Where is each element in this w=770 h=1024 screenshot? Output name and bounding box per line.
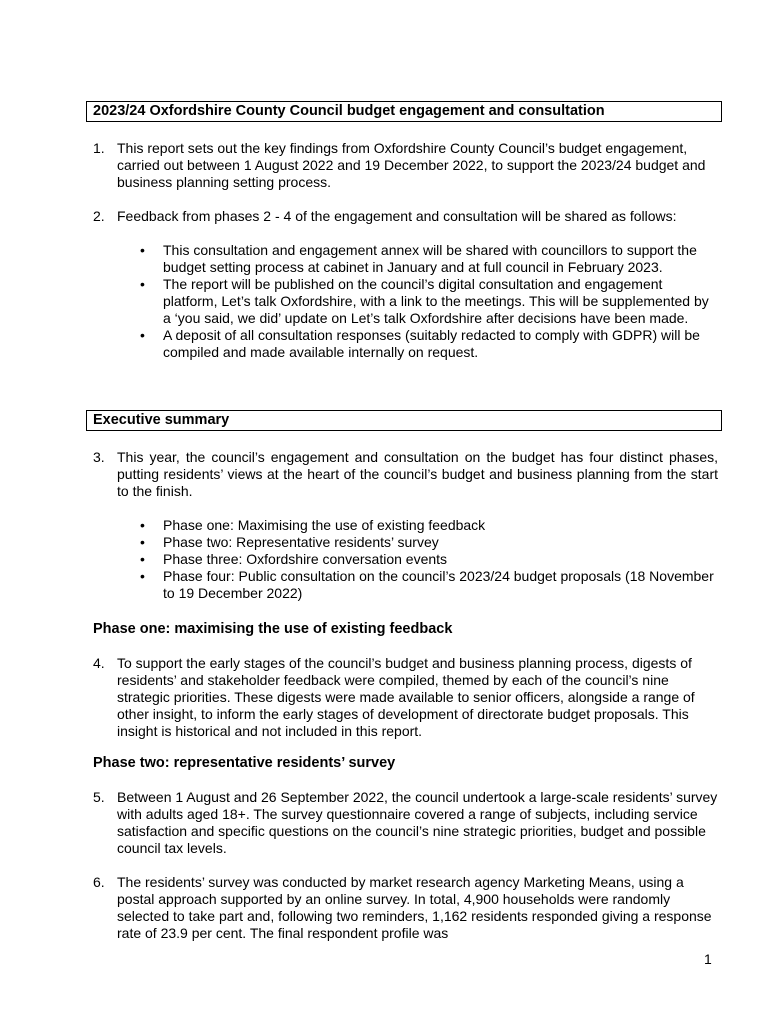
title-box: 2023/24 Oxfordshire County Council budget engagement and consultation — [86, 101, 722, 122]
list-item: • Phase four: Public consultation on the council’s 2023/24 budget proposals (18 November to 19 December 2022) — [136, 568, 716, 602]
paragraph-5 — [93, 789, 718, 857]
list-item: • The report will be published on the council’s digital consultation and engagement platform, Let’s talk Oxfordshire, with a link to the meetings. This will be supplemented by a ‘you said, we did’ update on Let’s talk Oxfordshire after decisions have been made. — [136, 276, 716, 327]
phases-list — [136, 517, 716, 602]
paragraph-text: This year, the council’s engagement and consultation on the budget has four distinct phases, putting residents’ views at the heart of the council’s budget and business planning from the start to the finish. — [117, 449, 718, 499]
page-number: 1 — [704, 951, 712, 967]
paragraph-text: Feedback from phases 2 - 4 of the engagement and consultation will be shared as follows: — [117, 208, 677, 224]
list-item: • A deposit of all consultation responses (suitably redacted to comply with GDPR) will be compiled and made available internally on request. — [136, 327, 716, 361]
paragraph-text: Between 1 August and 26 September 2022, the council undertook a large-scale residents’ survey with adults aged 18+. The survey questionnaire covered a range of subjects, including service satisfaction and specific questions on the council’s nine strategic priorities, budget and possible council tax levels. — [117, 789, 718, 856]
paragraph-number: 2. — [93, 208, 105, 224]
paragraph-number: 5. — [93, 789, 105, 805]
heading-phase-two: Phase two: representative residents’ survey — [93, 755, 396, 771]
paragraph-3 — [93, 449, 718, 500]
list-item: • Phase one: Maximising the use of existing feedback — [136, 517, 716, 534]
paragraph-6 — [93, 874, 718, 942]
paragraph-number: 3. — [93, 449, 105, 465]
paragraph-text: This report sets out the key findings from Oxfordshire County Council’s budget engagement, carried out between 1 August 2022 and 19 December 2022, to support the 2023/24 budget and business planning setting process. — [117, 140, 706, 190]
list-item: • This consultation and engagement annex will be shared with councillors to support the budget setting process at cabinet in January and at full council in February 2023. — [136, 242, 716, 276]
feedback-sharing-list — [136, 242, 716, 361]
paragraph-text: The residents’ survey was conducted by market research agency Marketing Means, using a postal approach supported by an online survey. In total, 4,900 households were randomly selected to take part and, following two reminders, 1,162 residents responded giving a response rate of 23.9 per cent. The final respondent profile was — [117, 874, 712, 941]
heading-phase-one: Phase one: maximising the use of existing feedback — [93, 621, 453, 637]
executive-summary-box: Executive summary — [86, 410, 722, 431]
list-item: • Phase three: Oxfordshire conversation events — [136, 551, 716, 568]
paragraph-number: 1. — [93, 140, 105, 156]
paragraph-number: 6. — [93, 874, 105, 890]
paragraph-4 — [93, 655, 718, 740]
paragraph-number: 4. — [93, 655, 105, 671]
list-item: • Phase two: Representative residents’ survey — [136, 534, 716, 551]
paragraph-2 — [93, 208, 718, 225]
paragraph-text: To support the early stages of the council’s budget and business planning process, digests of residents’ and stakeholder feedback were compiled, themed by each of the council’s nine strategic priorities. These digests were made available to senior officers, alongside a range of other insight, to inform the early stages of development of directorate budget proposals. This insight is historical and not included in this report. — [117, 655, 695, 739]
paragraph-1 — [93, 140, 718, 191]
